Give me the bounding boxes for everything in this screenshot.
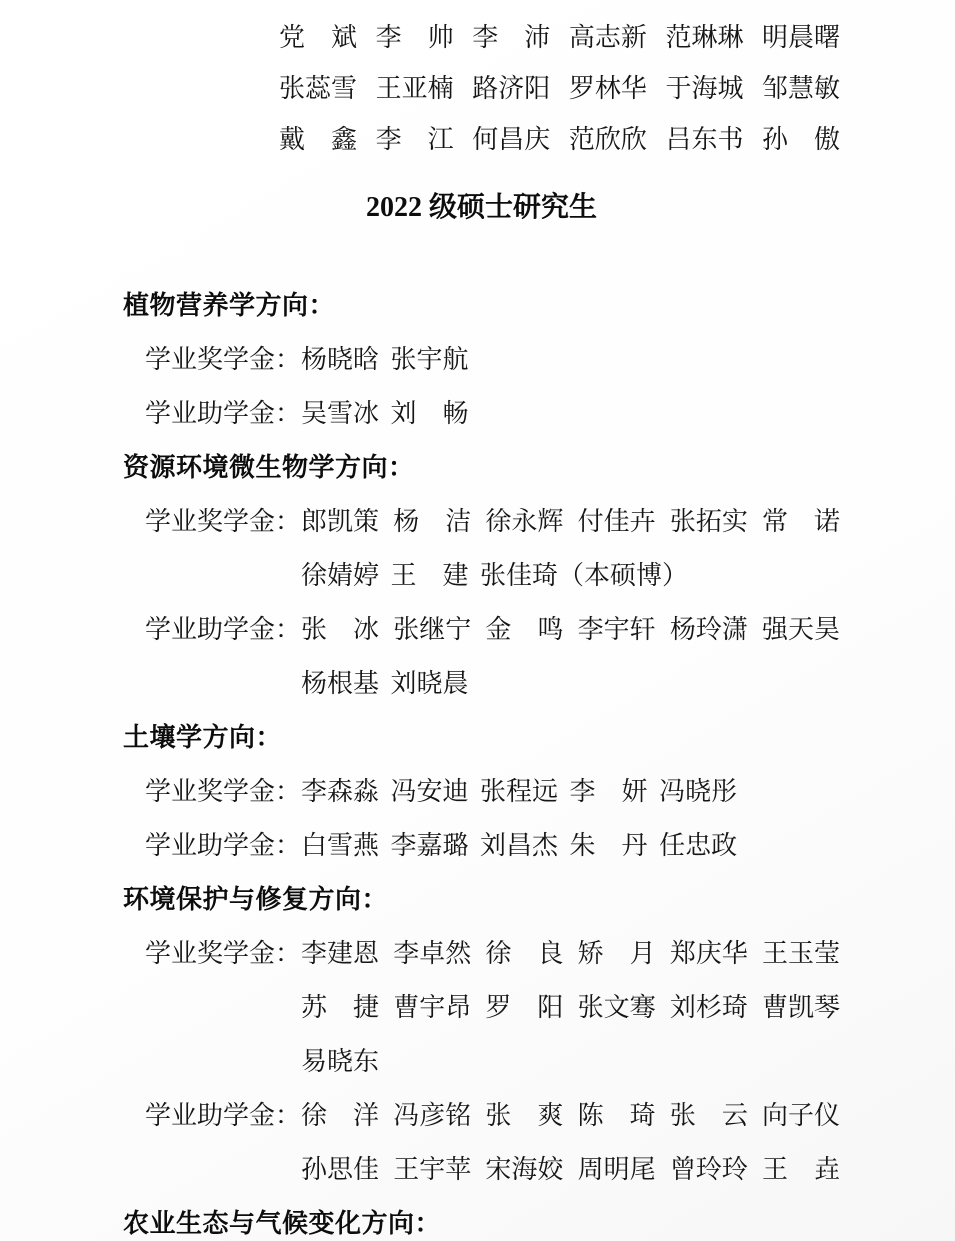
hanging-indent-spacer <box>145 1143 301 1197</box>
names-row <box>145 1035 840 1089</box>
award-label: 学业奖学金： <box>145 939 302 968</box>
names-text: 郎凯策 杨 洁 徐永辉 付佳卉 张拓实 常 诺 <box>301 507 841 536</box>
award-entry <box>123 927 840 1089</box>
hanging-indent-spacer <box>123 114 279 165</box>
names-row <box>145 981 840 1035</box>
continuation-name-list <box>123 12 840 165</box>
names-row <box>145 1143 840 1197</box>
award-entry <box>123 495 840 603</box>
section-heading-environment-protection: 环境保护与修复方向： <box>123 885 389 914</box>
hanging-indent-spacer <box>123 63 279 114</box>
names-text: 杨根基 刘晓晨 <box>301 669 469 698</box>
section-heading-resource-env-microbiology: 资源环境微生物学方向： <box>123 453 415 482</box>
names-row <box>145 387 840 441</box>
names-row <box>123 12 840 63</box>
names-row <box>145 603 840 657</box>
award-label: 学业助学金： <box>145 399 302 428</box>
award-entry <box>123 603 840 711</box>
page-title: 2022 级硕士研究生 <box>365 192 597 223</box>
names-row <box>123 63 840 114</box>
names-row <box>145 495 840 549</box>
names-text: 党 斌 李 帅 李 沛 高志新 范琳琳 明晨曙 <box>279 23 841 52</box>
names-text: 白雪燕 李嘉璐 刘昌杰 朱 丹 任忠政 <box>301 831 738 860</box>
award-label: 学业奖学金： <box>145 777 302 806</box>
award-entry <box>123 765 840 819</box>
names-text: 徐婧婷 王 建 张佳琦（本硕博） <box>301 561 689 590</box>
award-entry <box>123 333 840 387</box>
section-heading-agro-ecology-climate: 农业生态与气候变化方向： <box>123 1209 442 1238</box>
names-row <box>145 657 840 711</box>
names-text: 张 冰 张继宁 金 鸣 李宇轩 杨玲潇 强天昊 <box>301 615 841 644</box>
names-text: 戴 鑫 李 江 何昌庆 范欣欣 吕东书 孙 傲 <box>279 125 841 154</box>
names-text: 李建恩 李卓然 徐 良 矫 月 郑庆华 王玉莹 <box>301 939 841 968</box>
section-heading-plant-nutrition: 植物营养学方向： <box>123 291 336 320</box>
names-text: 李森淼 冯安迪 张程远 李 妍 冯晓彤 <box>301 777 738 806</box>
names-row <box>145 1089 840 1143</box>
names-row <box>145 765 840 819</box>
award-label: 学业助学金： <box>145 615 302 644</box>
names-text: 张蕊雪 王亚楠 路济阳 罗林华 于海城 邹慧敏 <box>279 74 841 103</box>
hanging-indent-spacer <box>123 12 279 63</box>
award-entry <box>123 1089 840 1197</box>
names-text: 吴雪冰 刘 畅 <box>301 399 469 428</box>
names-text: 苏 捷 曹宇昂 罗 阳 张文骞 刘杉琦 曹凯琴 <box>301 993 841 1022</box>
names-text: 孙思佳 王宇苹 宋海姣 周明尾 曾玲玲 王 垚 <box>301 1155 841 1184</box>
names-row <box>123 114 840 165</box>
names-text: 徐 洋 冯彦铭 张 爽 陈 琦 张 云 向子仪 <box>301 1101 841 1130</box>
hanging-indent-spacer <box>145 657 301 711</box>
award-entry <box>123 819 840 873</box>
section-heading-soil-science: 土壤学方向： <box>123 723 283 752</box>
award-label: 学业助学金： <box>145 1101 302 1130</box>
names-row <box>145 927 840 981</box>
award-label: 学业奖学金： <box>145 507 302 536</box>
hanging-indent-spacer <box>145 549 301 603</box>
names-text: 易晓东 <box>301 1047 380 1076</box>
names-row <box>145 549 840 603</box>
award-label: 学业助学金： <box>145 831 302 860</box>
award-entry <box>123 387 840 441</box>
names-row <box>145 819 840 873</box>
names-text: 杨晓晗 张宇航 <box>301 345 469 374</box>
names-row <box>145 333 840 387</box>
hanging-indent-spacer <box>145 981 301 1035</box>
award-label: 学业奖学金： <box>145 345 302 374</box>
hanging-indent-spacer <box>145 1035 301 1089</box>
scholarship-list <box>123 279 840 1241</box>
